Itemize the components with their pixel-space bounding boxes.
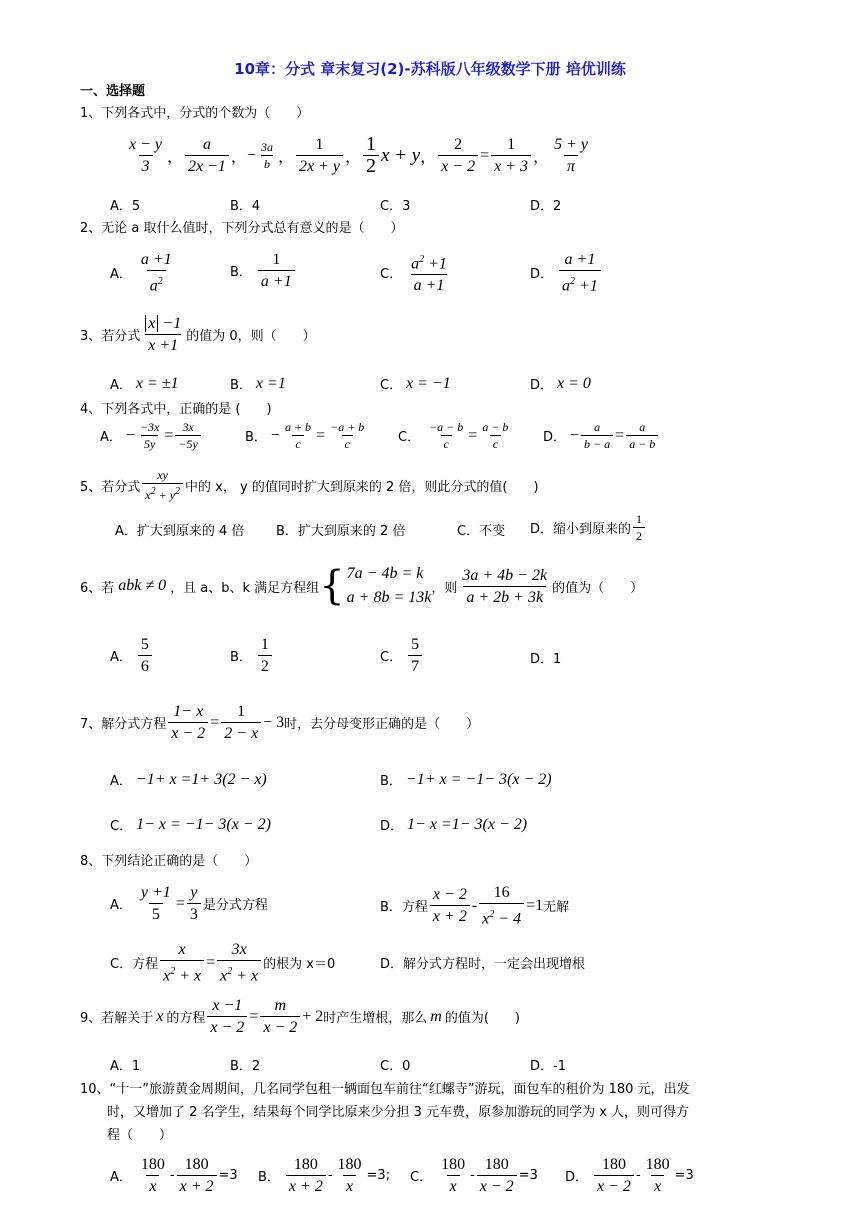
q1-option-a[interactable]: A．5 <box>110 199 141 214</box>
q3-option-a[interactable]: A． x = ±1 <box>110 374 179 393</box>
q9-option-c[interactable]: C．0 <box>380 1059 411 1074</box>
q10-option-a[interactable]: A． $\frac{180}{x}$ - $\frac{180}{x + 2}$ =3 <box>110 1156 238 1195</box>
q7-option-b[interactable]: B． −1+ x = −1− 3(x − 2) <box>380 770 552 789</box>
q5-option-d[interactable]: D．缩小到原来的 $\frac{1}{2}$ <box>530 512 647 543</box>
question-2: 2、无论 a 取什么值时，下列分式总有意义的是（ ） <box>80 221 404 236</box>
q5-option-c[interactable]: C．不变 <box>457 524 506 539</box>
q10-option-c[interactable]: C． $\frac{180}{x}$ - $\frac{180}{x - 2}$ =3 <box>410 1156 538 1195</box>
q9-option-d[interactable]: D．-1 <box>530 1059 566 1074</box>
q6-option-c[interactable]: C． $\frac{5}{7}$ <box>380 635 424 676</box>
q5-option-a[interactable]: A．扩大到原来的 4 倍 <box>115 524 245 539</box>
q4-option-d[interactable]: D． − $\frac{a}{b - a}$ = $\frac{a}{a - b}$ <box>543 420 660 451</box>
question-1: 1、下列各式中，分式的个数为（ ） <box>80 106 310 121</box>
q3-option-d[interactable]: D． x = 0 <box>530 374 591 393</box>
q7-option-d[interactable]: D． 1− x =1− 3(x − 2) <box>380 815 528 834</box>
q8-option-d[interactable]: D．解分式方程时，一定会出现增根 <box>380 957 586 972</box>
q6-option-b[interactable]: B． $\frac{1}{2}$ <box>230 635 274 676</box>
q1-option-d[interactable]: D．2 <box>530 199 562 214</box>
q6-option-a[interactable]: A． $\frac{5}{6}$ <box>110 635 154 676</box>
q2-option-a[interactable]: A． $\frac{a +1}{a^2}$ <box>110 251 172 295</box>
question-7: 7、解分式方程 $\frac{1- x}{x - 2}$ = $\frac{1}{2 - x}$ − 3 时，去分母变形正确的是（ ） <box>80 703 480 742</box>
q2-option-d[interactable]: D． $\frac{a +1}{a^2 +1}$ <box>530 250 603 295</box>
page-title: 10章：分式 章末复习(2)-苏科版八年级数学下册 培优训练 <box>234 60 626 78</box>
q10-option-d[interactable]: D． $\frac{180}{x - 2}$ - $\frac{180}{x}$ =3 <box>565 1156 694 1195</box>
section-heading: 一、选择题 <box>80 84 146 99</box>
q1-option-b[interactable]: B．4 <box>230 199 261 214</box>
question-3: 3、若分式 $\frac{x -1}{x +1}$ 的值为 0，则（ ） <box>80 315 316 354</box>
q8-option-b[interactable]: B．方程 $\frac{x - 2}{x + 2}$ - $\frac{16}{x^2 - 4}$ =1 无解 <box>380 884 570 928</box>
q7-option-c[interactable]: C． 1− x = −1− 3(x − 2) <box>110 815 271 834</box>
question-5: 5、若分式 $\frac{xy}{x^2 + y^2}$ 中的 x， y 的值同时扩大到原来的 2 倍，则此分式的值( ) <box>80 468 539 502</box>
q2-option-c[interactable]: C． $\frac{a^2 +1}{a +1}$ <box>380 254 447 295</box>
q4-option-a[interactable]: A． − $\frac{-3x}{5y}$ = $\frac{3x}{-5y}$ <box>100 420 203 451</box>
question-8: 8、下列结论正确的是（ ） <box>80 854 258 869</box>
q2-option-b[interactable]: B． $\frac{1}{a +1}$ <box>230 250 297 291</box>
q10-option-b[interactable]: B． $\frac{180}{x + 2}$ - $\frac{180}{x}$ =3; <box>258 1156 391 1195</box>
question-6: 6、若 abk ≠ 0 ，且 a、b、k 满足方程组 { 7a − 4b = k a + 8b = 13k ，则 $\frac{3a + 4b - 2k}{a + 2b + 3k}$ 的值为（ ） <box>80 563 644 609</box>
q3-option-c[interactable]: C． x = −1 <box>380 374 451 393</box>
q1-option-c[interactable]: C．3 <box>380 199 411 214</box>
q1-expressions: $\frac{x - y}{3}$ ， $\frac{a}{2x -1}$ ， − $\frac{3a}{b}$ ， $\frac{1}{2x + y}$ ， $\frac{1}{2}$ x + y ， $\frac{2}{x - 2}$ = $\frac{1}{x + 3}$ ， $\frac{5 + y}{\pi}$ <box>129 133 588 177</box>
q3-option-b[interactable]: B． x =1 <box>230 374 286 393</box>
q8-option-c[interactable]: C．方程 $\frac{x}{x^2 + x}$ = $\frac{3x}{x^2 + x}$ 的根为 x＝0 <box>110 941 336 985</box>
q9-option-a[interactable]: A．1 <box>110 1059 141 1074</box>
question-9: 9、若解关于 x 的方程 $\frac{x -1}{x - 2}$ = $\frac{m}{x - 2}$ + 2 时产生增根，那么 m 的值为( ) <box>80 997 521 1036</box>
q9-option-b[interactable]: B．2 <box>230 1059 261 1074</box>
question-4: 4、下列各式中，正确的是 ( ) <box>80 402 272 417</box>
question-10-line-2: 时，又增加了 2 名学生，结果每个同学比原来少分担 3 元车费，原参加游玩的同学为 x 人，则可得方 <box>107 1105 690 1120</box>
q5-option-b[interactable]: B．扩大到原来的 2 倍 <box>276 524 406 539</box>
q4-option-c[interactable]: C． $\frac{-a - b}{c}$ = $\frac{a - b}{c}$ <box>398 420 509 451</box>
q4-option-b[interactable]: B． − $\frac{a + b}{c}$ = $\frac{-a + b}{c}$ <box>245 420 365 451</box>
q6-option-d[interactable]: D．1 <box>530 652 562 667</box>
q7-option-a[interactable]: A． −1+ x =1+ 3(2 − x) <box>110 770 267 789</box>
q8-option-a[interactable]: A． $\frac{y +1}{5}$ = $\frac{y}{3}$ 是分式方程 <box>110 884 268 923</box>
question-10-line-3: 程（ ） <box>107 1128 173 1143</box>
question-10-line-1: 10、“十一”旅游黄金周期间，几名同学包租一辆面包车前往“红螺寺”游玩，面包车的租价为 180 元，出发 <box>80 1082 690 1097</box>
